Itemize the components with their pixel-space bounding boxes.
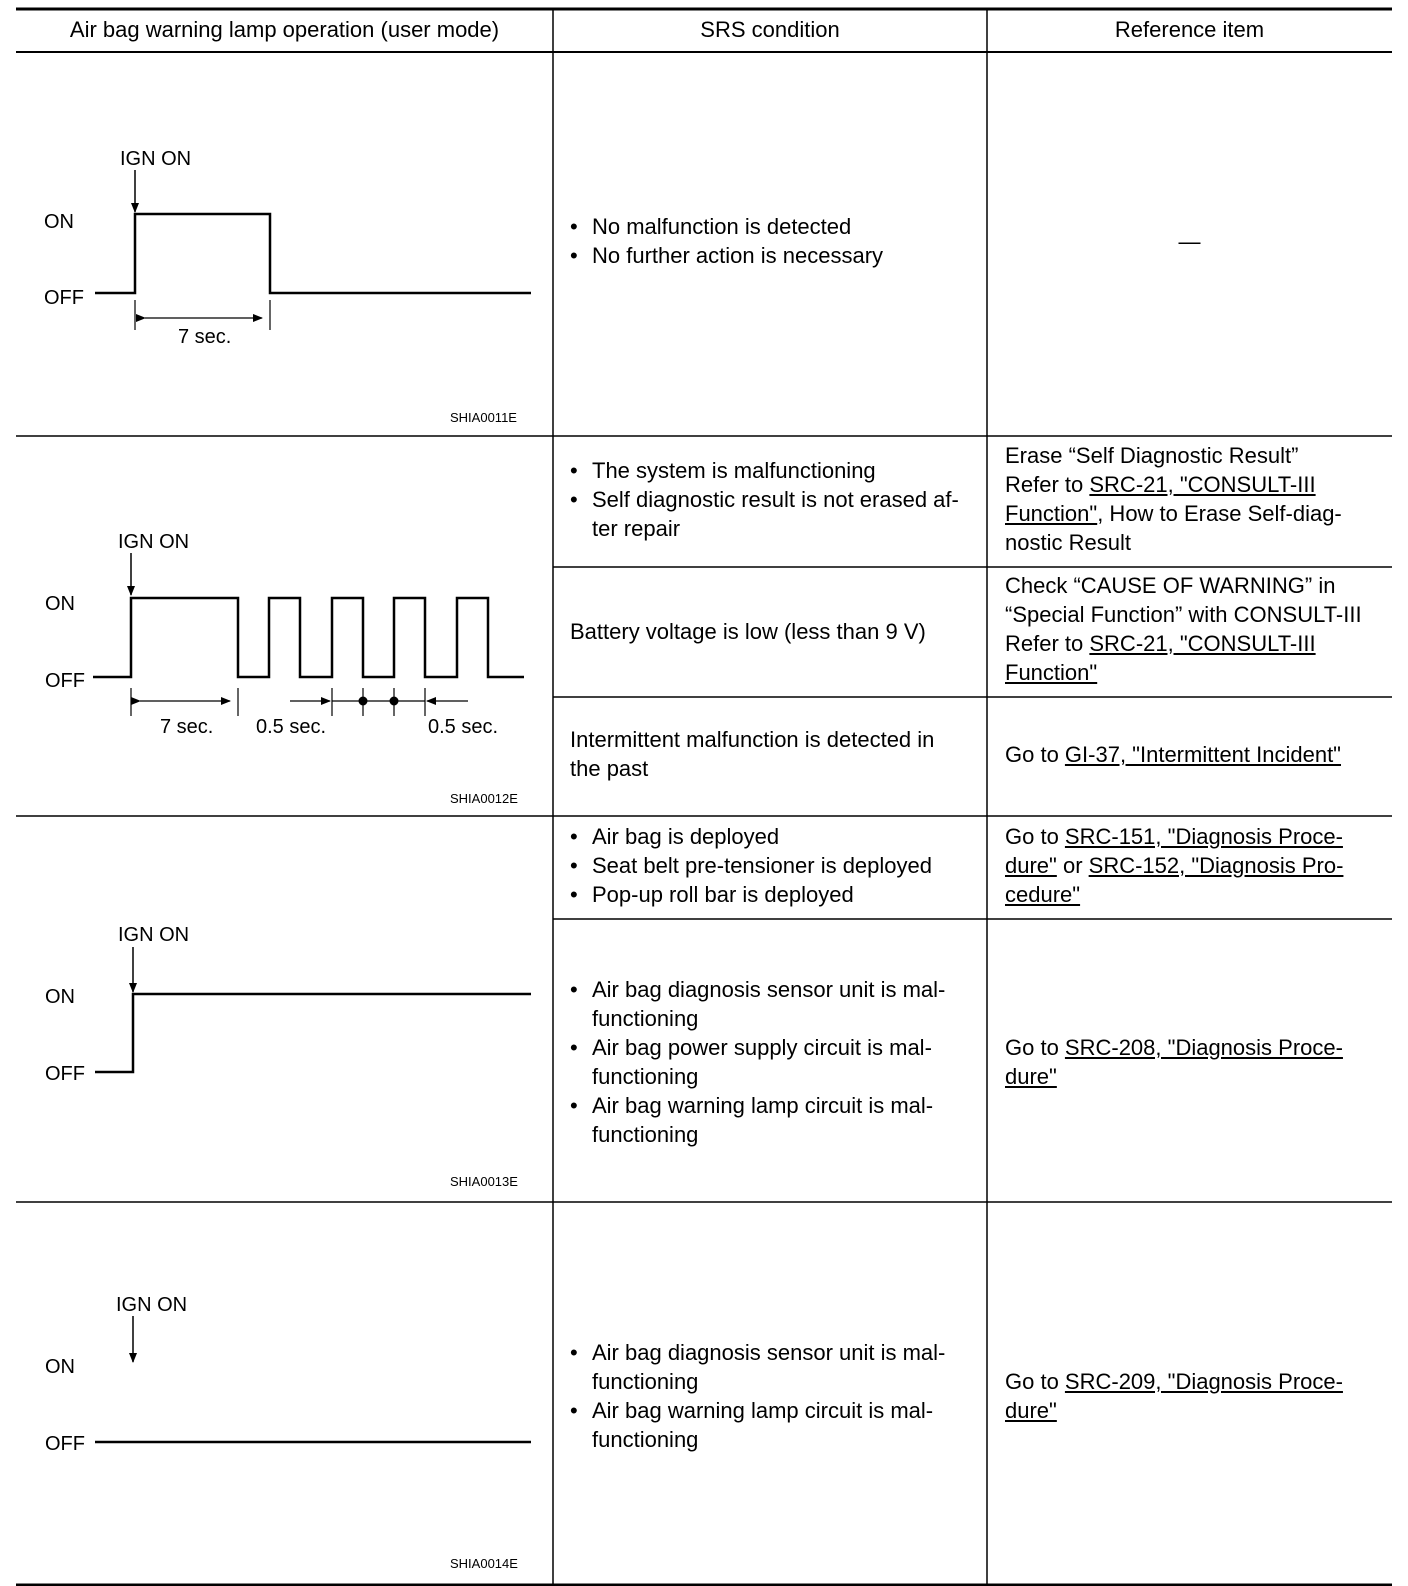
reference-text: Go to GI-37, "Intermittent Incident" bbox=[1005, 742, 1341, 767]
condition-item: • Self diagnostic result is not erased af- ter repair bbox=[568, 485, 959, 543]
waveform-diagram-2 bbox=[93, 553, 524, 716]
ign-on-label: IGN ON bbox=[116, 1294, 188, 1316]
duration-label: 0.5 sec. bbox=[256, 716, 327, 738]
src-21-link[interactable]: Function" bbox=[1005, 660, 1098, 685]
on-label: ON bbox=[44, 211, 74, 233]
on-label: ON bbox=[45, 986, 75, 1008]
figure-id: SHIA0014E bbox=[450, 1556, 518, 1571]
column-header-reference-item: Reference item bbox=[1114, 17, 1265, 42]
off-label: OFF bbox=[44, 287, 84, 309]
condition-item: • Air bag diagnosis sensor unit is mal- functioning bbox=[568, 975, 945, 1033]
reference-text: Go to SRC-209, "Diagnosis Proce- dure" bbox=[1005, 1369, 1343, 1423]
srs-condition-list bbox=[568, 456, 959, 543]
gi-37-link[interactable]: GI-37, "Intermittent Incident" bbox=[1064, 742, 1341, 767]
src-21-link[interactable]: SRC-21, "CONSULT-III bbox=[1089, 472, 1316, 497]
column-header-srs-condition: SRS condition bbox=[700, 17, 840, 42]
waveform-diagram-4 bbox=[95, 1316, 531, 1442]
src-208-link[interactable]: dure" bbox=[1005, 1064, 1057, 1089]
reference-text: Go to SRC-208, "Diagnosis Proce- dure" bbox=[1005, 1035, 1343, 1089]
figure-id: SHIA0013E bbox=[450, 1174, 518, 1189]
condition-item: • Air bag power supply circuit is mal- functioning bbox=[568, 1033, 945, 1091]
off-label: OFF bbox=[45, 670, 85, 692]
condition-item: • Air bag is deployed bbox=[568, 822, 932, 851]
condition-item: • Air bag warning lamp circuit is mal- functioning bbox=[568, 1091, 945, 1149]
on-label: ON bbox=[45, 593, 75, 615]
reference-text: Go to SRC-151, "Diagnosis Proce- dure" or SRC-152, "Diagnosis Pro- cedure" bbox=[1005, 824, 1344, 907]
src-21-link[interactable]: SRC-21, "CONSULT-III bbox=[1089, 631, 1316, 656]
ign-on-label: IGN ON bbox=[118, 531, 190, 553]
duration-label: 7 sec. bbox=[178, 326, 232, 348]
column-header-lamp-operation: Air bag warning lamp operation (user mode) bbox=[69, 17, 500, 42]
ign-on-label: IGN ON bbox=[118, 924, 190, 946]
srs-condition-list bbox=[568, 1338, 945, 1454]
srs-condition-list bbox=[568, 212, 883, 270]
srs-condition-text: Intermittent malfunction is detected in the past bbox=[570, 727, 935, 781]
duration-label: 7 sec. bbox=[160, 716, 214, 738]
waveform-diagram-1 bbox=[95, 170, 531, 330]
src-152-link[interactable]: SRC-152, "Diagnosis Pro- bbox=[1088, 853, 1344, 878]
waveform-diagram-3 bbox=[95, 947, 531, 1072]
condition-item: • Air bag diagnosis sensor unit is mal- functioning bbox=[568, 1338, 945, 1396]
srs-condition-list bbox=[568, 975, 945, 1149]
src-208-link[interactable]: SRC-208, "Diagnosis Proce- bbox=[1064, 1035, 1343, 1060]
reference-text: Check “CAUSE OF WARNING” in “Special Function” with CONSULT-III Refer to SRC-21, "CONSULT-III Function" bbox=[1005, 573, 1362, 685]
ign-on-label: IGN ON bbox=[120, 148, 192, 170]
on-label: ON bbox=[45, 1356, 75, 1378]
condition-item: • No further action is necessary bbox=[568, 241, 883, 270]
figure-id: SHIA0012E bbox=[450, 791, 518, 806]
condition-item: • The system is malfunctioning bbox=[568, 456, 959, 485]
src-151-link[interactable]: SRC-151, "Diagnosis Proce- bbox=[1064, 824, 1343, 849]
srs-condition-list bbox=[568, 822, 932, 909]
condition-item: • No malfunction is detected bbox=[568, 212, 883, 241]
condition-item: • Air bag warning lamp circuit is mal- functioning bbox=[568, 1396, 945, 1454]
condition-item: • Pop-up roll bar is deployed bbox=[568, 880, 932, 909]
src-151-link[interactable]: dure" bbox=[1005, 853, 1057, 878]
condition-item: • Seat belt pre-tensioner is deployed bbox=[568, 851, 932, 880]
src-152-link[interactable]: cedure" bbox=[1005, 882, 1081, 907]
duration-label: 0.5 sec. bbox=[428, 716, 499, 738]
src-209-link[interactable]: dure" bbox=[1005, 1398, 1057, 1423]
off-label: OFF bbox=[45, 1063, 85, 1085]
src-209-link[interactable]: SRC-209, "Diagnosis Proce- bbox=[1064, 1369, 1343, 1394]
reference-none: — bbox=[1178, 229, 1201, 254]
figure-id: SHIA0011E bbox=[450, 410, 517, 425]
srs-condition-text: Battery voltage is low (less than 9 V) bbox=[570, 619, 926, 644]
reference-text: Erase “Self Diagnostic Result” Refer to SRC-21, "CONSULT-III Function", How to Erase Self-diag- nostic Result bbox=[1005, 443, 1342, 555]
src-21-link[interactable]: Function" bbox=[1005, 501, 1098, 526]
off-label: OFF bbox=[45, 1433, 85, 1455]
